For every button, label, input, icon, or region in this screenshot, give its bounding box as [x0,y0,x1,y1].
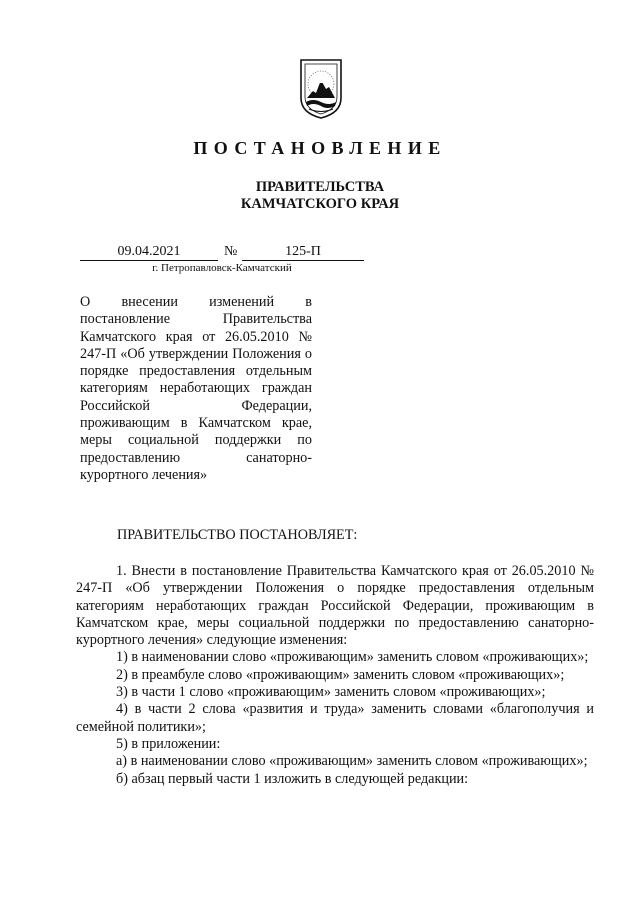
issuer-line-2: КАМЧАТСКОГО КРАЯ [240,196,400,212]
preamble: ПРАВИТЕЛЬСТВО ПОСТАНОВЛЯЕТ: [117,527,358,543]
document-date: 09.04.2021 [80,244,218,261]
paragraph-item-2: 2) в преамбуле слово «проживающим» заменить словом «проживающих»; [116,666,565,683]
document-number: 125-П [242,244,364,261]
document-subject: О внесении изменений в постановление Правительства Камчатского края от 26.05.2010 № 247-П «Об утверждении Положения о порядке предоставления отдельным категориям неработающих граждан Российской Федерации, проживающим в Камчатском крае, меры социальной поддержки по предоставлению санаторно-курортного лечения» [80,294,312,483]
document-type-title: ПОСТАНОВЛЕНИЕ [193,138,447,158]
number-sign: № [224,244,238,259]
paragraph-item-3: 3) в части 1 слово «проживающим» заменить словом «проживающих»; [116,684,546,701]
paragraph-subitem-b: б) абзац первый части 1 изложить в следующей редакции: [116,770,469,787]
issuer-block [0,179,640,213]
city-label: г. Петропавловск-Камчатский [152,262,292,274]
paragraph-item-4: 4) в части 2 слова «развития и труда» заменить словами «благополучия и семейной политики»; [76,701,594,735]
paragraph-item-1: 1) в наименовании слово «проживающим» заменить словом «проживающих»; [116,649,589,666]
issuer-line-1: ПРАВИТЕЛЬСТВА [255,179,385,195]
paragraph-1: 1. Внести в постановление Правительства Камчатского края от 26.05.2010 № 247-П «Об утверждении Положения о порядке предоставления отдельным категориям неработающих граждан Российской Федерации, проживающим в Камчатском крае, меры социальной поддержки по предоставлению санаторно-курортного лечения» следующие изменения: [76,563,594,649]
coat-of-arms-icon [299,58,343,120]
paragraph-item-5: 5) в приложении: [116,735,221,752]
paragraph-subitem-a: а) в наименовании слово «проживающим» заменить словом «проживающих»; [116,753,588,770]
document-body [76,563,594,788]
